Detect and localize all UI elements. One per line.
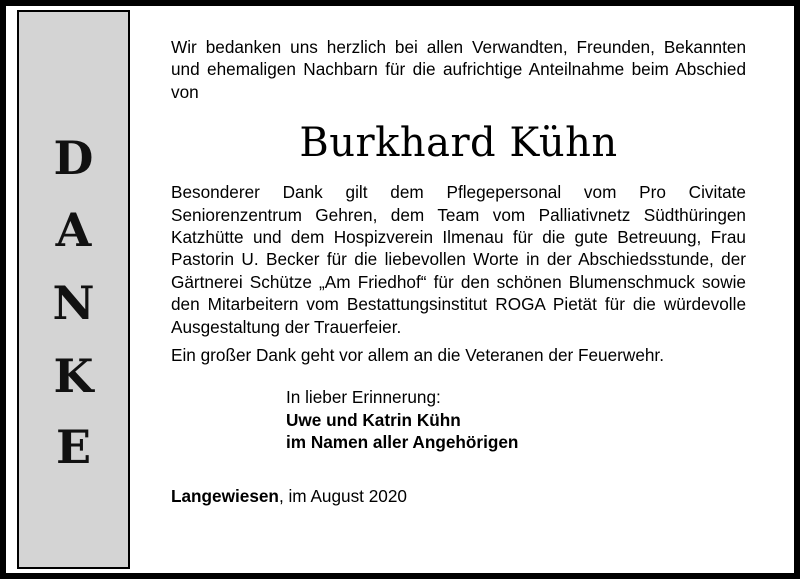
deceased-name: Burkhard Kühn: [299, 120, 618, 167]
intro-paragraph: Wir bedanken uns herzlich bei allen Verwandten, Freunden, Bekannten und ehemaligen Nachbarn für die aufrichtige Anteilnahme beim Abschied von: [171, 37, 746, 102]
sidebar-letter-a: A: [55, 203, 92, 257]
family-line: im Namen aller Angehörigen: [286, 432, 519, 453]
place-date-line: [171, 485, 746, 507]
signature-block: [286, 386, 746, 453]
sidebar-letter-e: E: [55, 420, 92, 474]
place: Langewiesen: [171, 485, 279, 506]
fire-department-thanks: Ein großer Dank geht vor allem an die Veteranen der Feuerwehr.: [171, 345, 664, 366]
sidebar-letter-d: D: [53, 131, 94, 185]
sidebar-letter-n: N: [52, 276, 95, 330]
sidebar-letter-k: K: [53, 349, 94, 403]
thanks-paragraph: Besonderer Dank gilt dem Pflegepersonal vom Pro Civitate Seniorenzentrum Gehren, dem Team vom Palliativnetz Südthüringen Katzhütte und dem Hospizverein Ilmenau für die gute Betreuung, Frau Pastorin U. Becker für die liebevollen Worte in der Abschiedsstunde, der Gärtnerei Schütze „Am Friedhof“ für den schönen Blumenschmuck sowie den Mitarbeitern vom Bestattungsinstitut ROGA Pietät für die würdevolle Ausgestaltung der Trauerfeier.: [171, 182, 746, 337]
signer-names: Uwe und Katrin Kühn: [286, 409, 461, 430]
date: , im August 2020: [278, 485, 407, 506]
memory-line: In lieber Erinnerung:: [286, 387, 441, 408]
danke-sidebar: [17, 10, 130, 569]
notice-content: [171, 36, 746, 507]
